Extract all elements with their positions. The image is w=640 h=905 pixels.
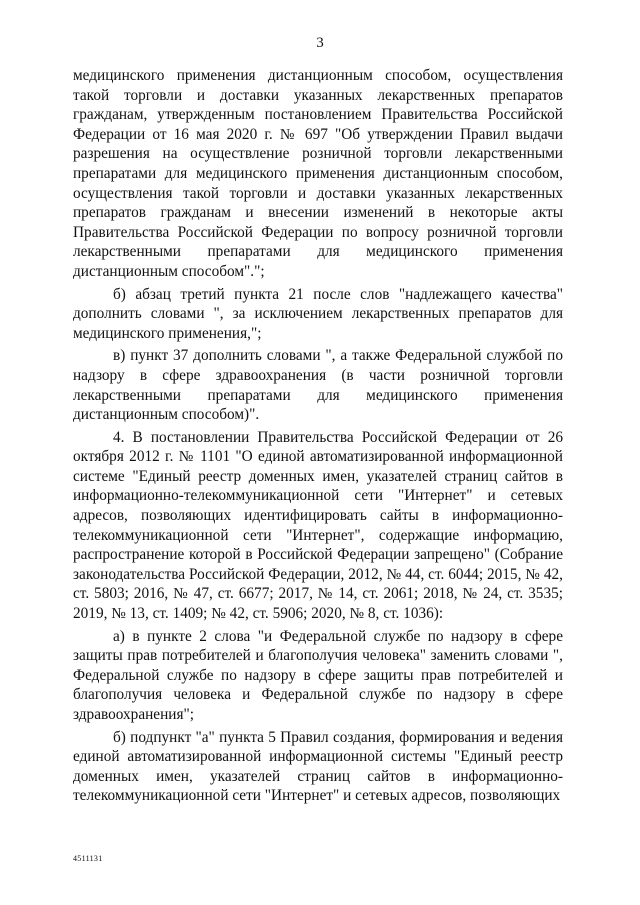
paragraph-item-b-2: б) подпункт "а" пункта 5 Правил создания, формирования и ведения единой автоматизированной информационной системы "Единый реестр доменных имен, указателей страниц сайтов в информационно-телекоммуникационной сети "Интернет" и сетевых адресов, позволяющих (73, 728, 563, 805)
document-code: 4511131 (73, 854, 103, 863)
paragraph-item-v: в) пункт 37 дополнить словами ", а также Федеральной службой по надзору в сфере здравоохранения (в части розничной торговли лекарственными препаратами для медицинского применения дистанционным способом)". (73, 347, 563, 424)
page-number: 3 (316, 35, 324, 51)
paragraph-section-4: 4. В постановлении Правительства Российской Федерации от 26 октября 2012 г. № 1101 "О единой автоматизированной информационной системе "Единый реестр доменных имен, указателей страниц сайтов в информационно-телекоммуникационной сети "Интернет" и сетевых адресов, позволяющих идентифицировать сайты в информационно-телекоммуникационной сети "Интернет", содержащие информацию, распространение которой в Российской Федерации запрещено" (Собрание законодательства Российской Федерации, 2012, № 44, ст. 6044; 2015, № 42, ст. 5803; 2016, № 47, ст. 6677; 2017, № 14, ст. 2061; 2018, № 24, ст. 3535; 2019, № 13, ст. 1409; № 42, ст. 5906; 2020, № 8, ст. 1036): (73, 428, 563, 623)
paragraph-item-b: б) абзац третий пункта 21 после слов "надлежащего качества" дополнить словами ", за исключением лекарственных препаратов для медицинского применения,"; (73, 285, 563, 342)
document-body (73, 66, 563, 806)
paragraph-item-a: а) в пункте 2 слова "и Федеральной службе по надзору в сфере защиты прав потребителей и благополучия человека" заменить словами ", Федеральной службе по надзору в сфере защиты прав потребителей и благополучия человека и Федеральной службе по надзору в сфере здравоохранения"; (73, 627, 563, 723)
paragraph-continuation: медицинского применения дистанционным способом, осуществления такой торговли и доставки указанных лекарственных препаратов гражданам, утвержденным постановлением Правительства Российской Федерации от 16 мая 2020 г. № 697 "Об утверждении Правил выдачи разрешения на осуществление розничной торговли лекарственными препаратами для медицинского применения дистанционным способом, осуществления такой торговли и доставки указанных лекарственных препаратов гражданам и внесении изменений в некоторые акты Правительства Российской Федерации по вопросу розничной торговли лекарственными препаратами для медицинского применения дистанционным способом"."; (73, 67, 563, 280)
